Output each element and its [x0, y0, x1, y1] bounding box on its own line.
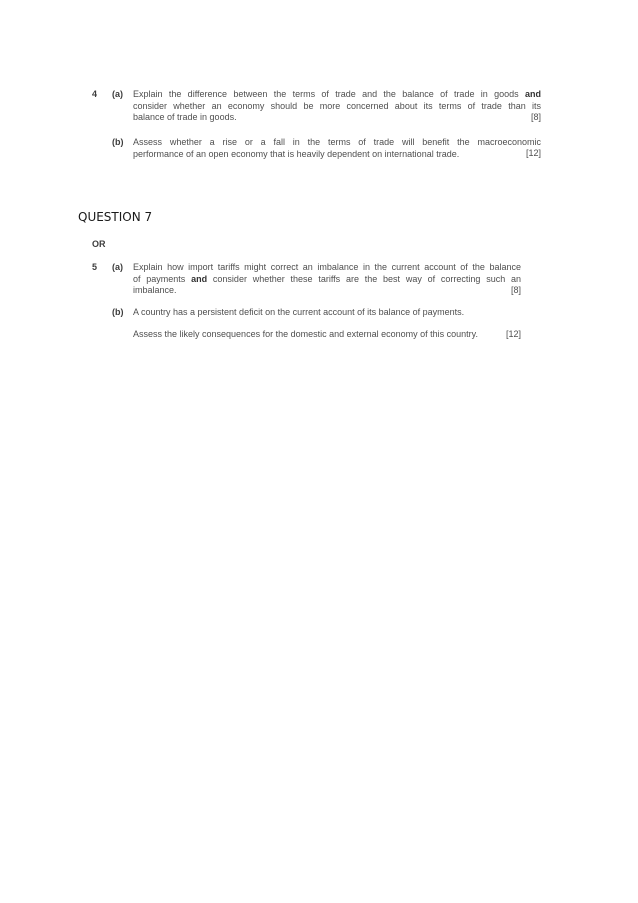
part-b-label: (b) [112, 307, 124, 317]
q4a-line1: Explain the difference between the terms of trade and the balance of trade in goods and [133, 89, 541, 99]
section-heading: QUESTION 7 [78, 210, 153, 224]
q4a-line3: balance of trade in goods. [133, 112, 237, 122]
part-a-label: (a) [112, 89, 123, 99]
question4-part-a-text [133, 89, 541, 124]
part-a-label: (a) [112, 262, 123, 272]
q5a-line3: imbalance. [133, 285, 177, 295]
q5b-line1: A country has a persistent deficit on the current account of its balance of payments. [133, 307, 465, 317]
mark-allocation: [8] [530, 112, 541, 122]
mark-allocation: [8] [510, 285, 521, 295]
question5-part-a-text [133, 262, 521, 297]
question-number: 5 [92, 262, 98, 272]
or-label: OR [92, 239, 106, 249]
mark-allocation: [12] [505, 329, 521, 339]
mark-allocation: [12] [525, 148, 541, 158]
question-number: 4 [92, 89, 98, 99]
part-b-label: (b) [112, 137, 124, 147]
question4-part-b-text [133, 137, 541, 160]
question5-part-b-text-2 [133, 329, 521, 341]
question5-part-b-text [133, 307, 521, 319]
q5b-line2: Assess the likely consequences for the domestic and external economy of this country. [133, 329, 479, 339]
q5a-line1: Explain how import tariffs might correct an imbalance in the current account of the balance [133, 262, 521, 272]
q4b-line2: performance of an open economy that is heavily dependent on international trade. [133, 148, 460, 159]
q5a-line2: of payments and consider whether these tariffs are the best way of correcting such an [133, 273, 521, 284]
q4a-line2: consider whether an economy should be more concerned about its terms of trade than its [133, 100, 541, 111]
q4b-line1: Assess whether a rise or a fall in the terms of trade will benefit the macroeconomic [133, 137, 541, 147]
